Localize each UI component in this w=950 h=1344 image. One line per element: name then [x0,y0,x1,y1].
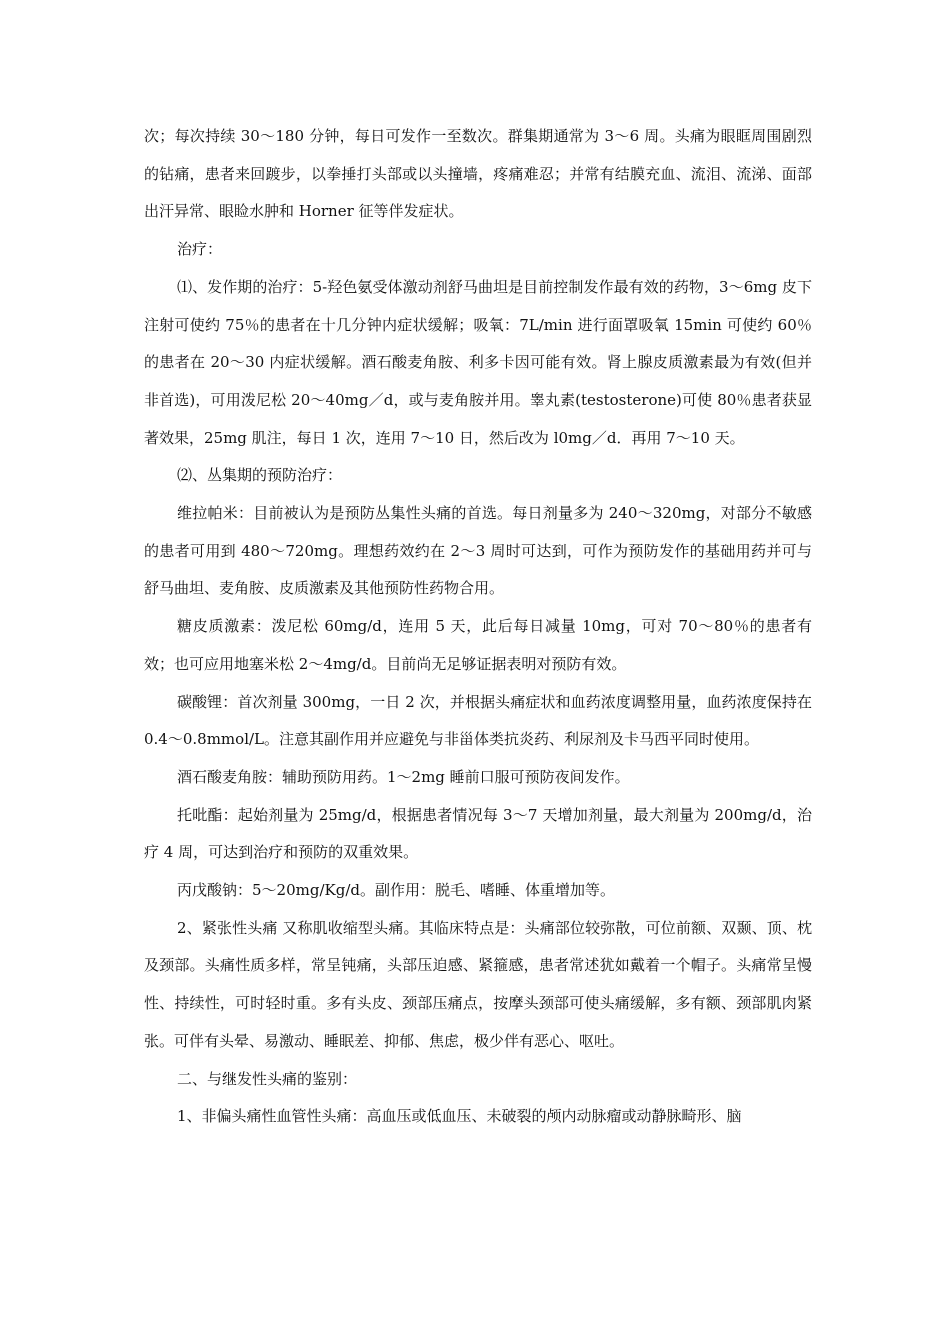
heading-prevention: ⑵、丛集期的预防治疗： [177,466,343,485]
paragraph-topiramate: 托吡酯：起始剂量为 25mg/d，根据患者情况每 3～7 天增加剂量，最大剂量为 200mg/d，治疗 4 周，可达到治疗和预防的双重效果。 [144,805,812,862]
paragraph-glucocorticoids: 糖皮质激素：泼尼松 60mg/d，连用 5 天，此后每日减量 10mg，可对 70～80％的患者有效；也可应用地塞米松 2～4mg/d。目前尚无足够证据表明对预防有效。 [144,617,812,673]
paragraph-valproate: 丙戊酸钠：5～20mg/Kg/d。副作用：脱毛、嗜睡、体重增加等。 [177,881,615,900]
paragraph-ergotamine: 酒石酸麦角胺：辅助预防用药。1～2mg 睡前口服可预防夜间发作。 [177,767,630,786]
heading-secondary-headache: 二、与继发性头痛的鉴别： [177,1069,358,1088]
paragraph-tension-headache: 2、紧张性头痛 又称肌收缩型头痛。其临床特点是：头痛部位较弥散，可位前额、双颞、顶、枕及颈部。头痛性质多样，常呈钝痛，头部压迫感、紧箍感，患者常述犹如戴着一个帽子。头痛常呈慢性、持续性，可时轻时重。多有头皮、颈部压痛点，按摩头颈部可使头痛缓解，多有额、颈部肌肉紧张。可伴有头晕、易激动、睡眠差、抑郁、焦虑，极少伴有恶心、呕吐。 [144,918,812,1050]
paragraph-acute-treatment: ⑴、发作期的治疗：5-羟色氨受体激动剂舒马曲坦是目前控制发作最有效的药物，3～6mg 皮下注射可使约 75％的患者在十几分钟内症状缓解；吸氧：7L/min 进行面罩吸氧 15min 可使约 60％的患者在 20～30 内症状缓解。酒石酸麦角胺、利多卡因可能有效。肾上腺皮质激素最为有效(但并非首选)，可用泼尼松 20～40mg／d，或与麦角胺并用。睾丸素(testosterone)可使 80％患者获显著效果，25mg 肌注，每日 1 次，连用 7～10 日，然后改为 l0mg／d．再用 7～10 天。 [144,277,812,447]
paragraph-verapamil: 维拉帕米：目前被认为是预防丛集性头痛的首选。每日剂量多为 240～320mg，对部分不敏感的患者可用到 480～720mg。理想药效约在 2～3 周时可达到，可作为预防发作的基础用药并可与舒马曲坦、麦角胺、皮质激素及其他预防性药物合用。 [144,504,812,598]
document-page [144,118,812,1136]
heading-treatment: 治疗： [177,240,223,259]
paragraph-non-migraine-vascular: 1、非偏头痛性血管性头痛：高血压或低血压、未破裂的颅内动脉瘤或动静脉畸形、脑 [177,1107,742,1126]
paragraph-lithium: 碳酸锂：首次剂量 300mg，一日 2 次，并根据头痛症状和血药浓度调整用量，血药浓度保持在 0.4～0.8mmol/L。注意其副作用并应避免与非甾体类抗炎药、利尿剂及卡马西平同时使用。 [144,692,812,749]
paragraph-cluster-symptoms: 次；每次持续 30～180 分钟，每日可发作一至数次。群集期通常为 3～6 周。头痛为眼眶周围剧烈的钻痛，患者来回踱步，以拳捶打头部或以头撞墙，疼痛难忍；并常有结膜充血、流泪、流涕、面部出汗异常、眼睑水肿和 Horner 征等伴发症状。 [144,127,812,221]
